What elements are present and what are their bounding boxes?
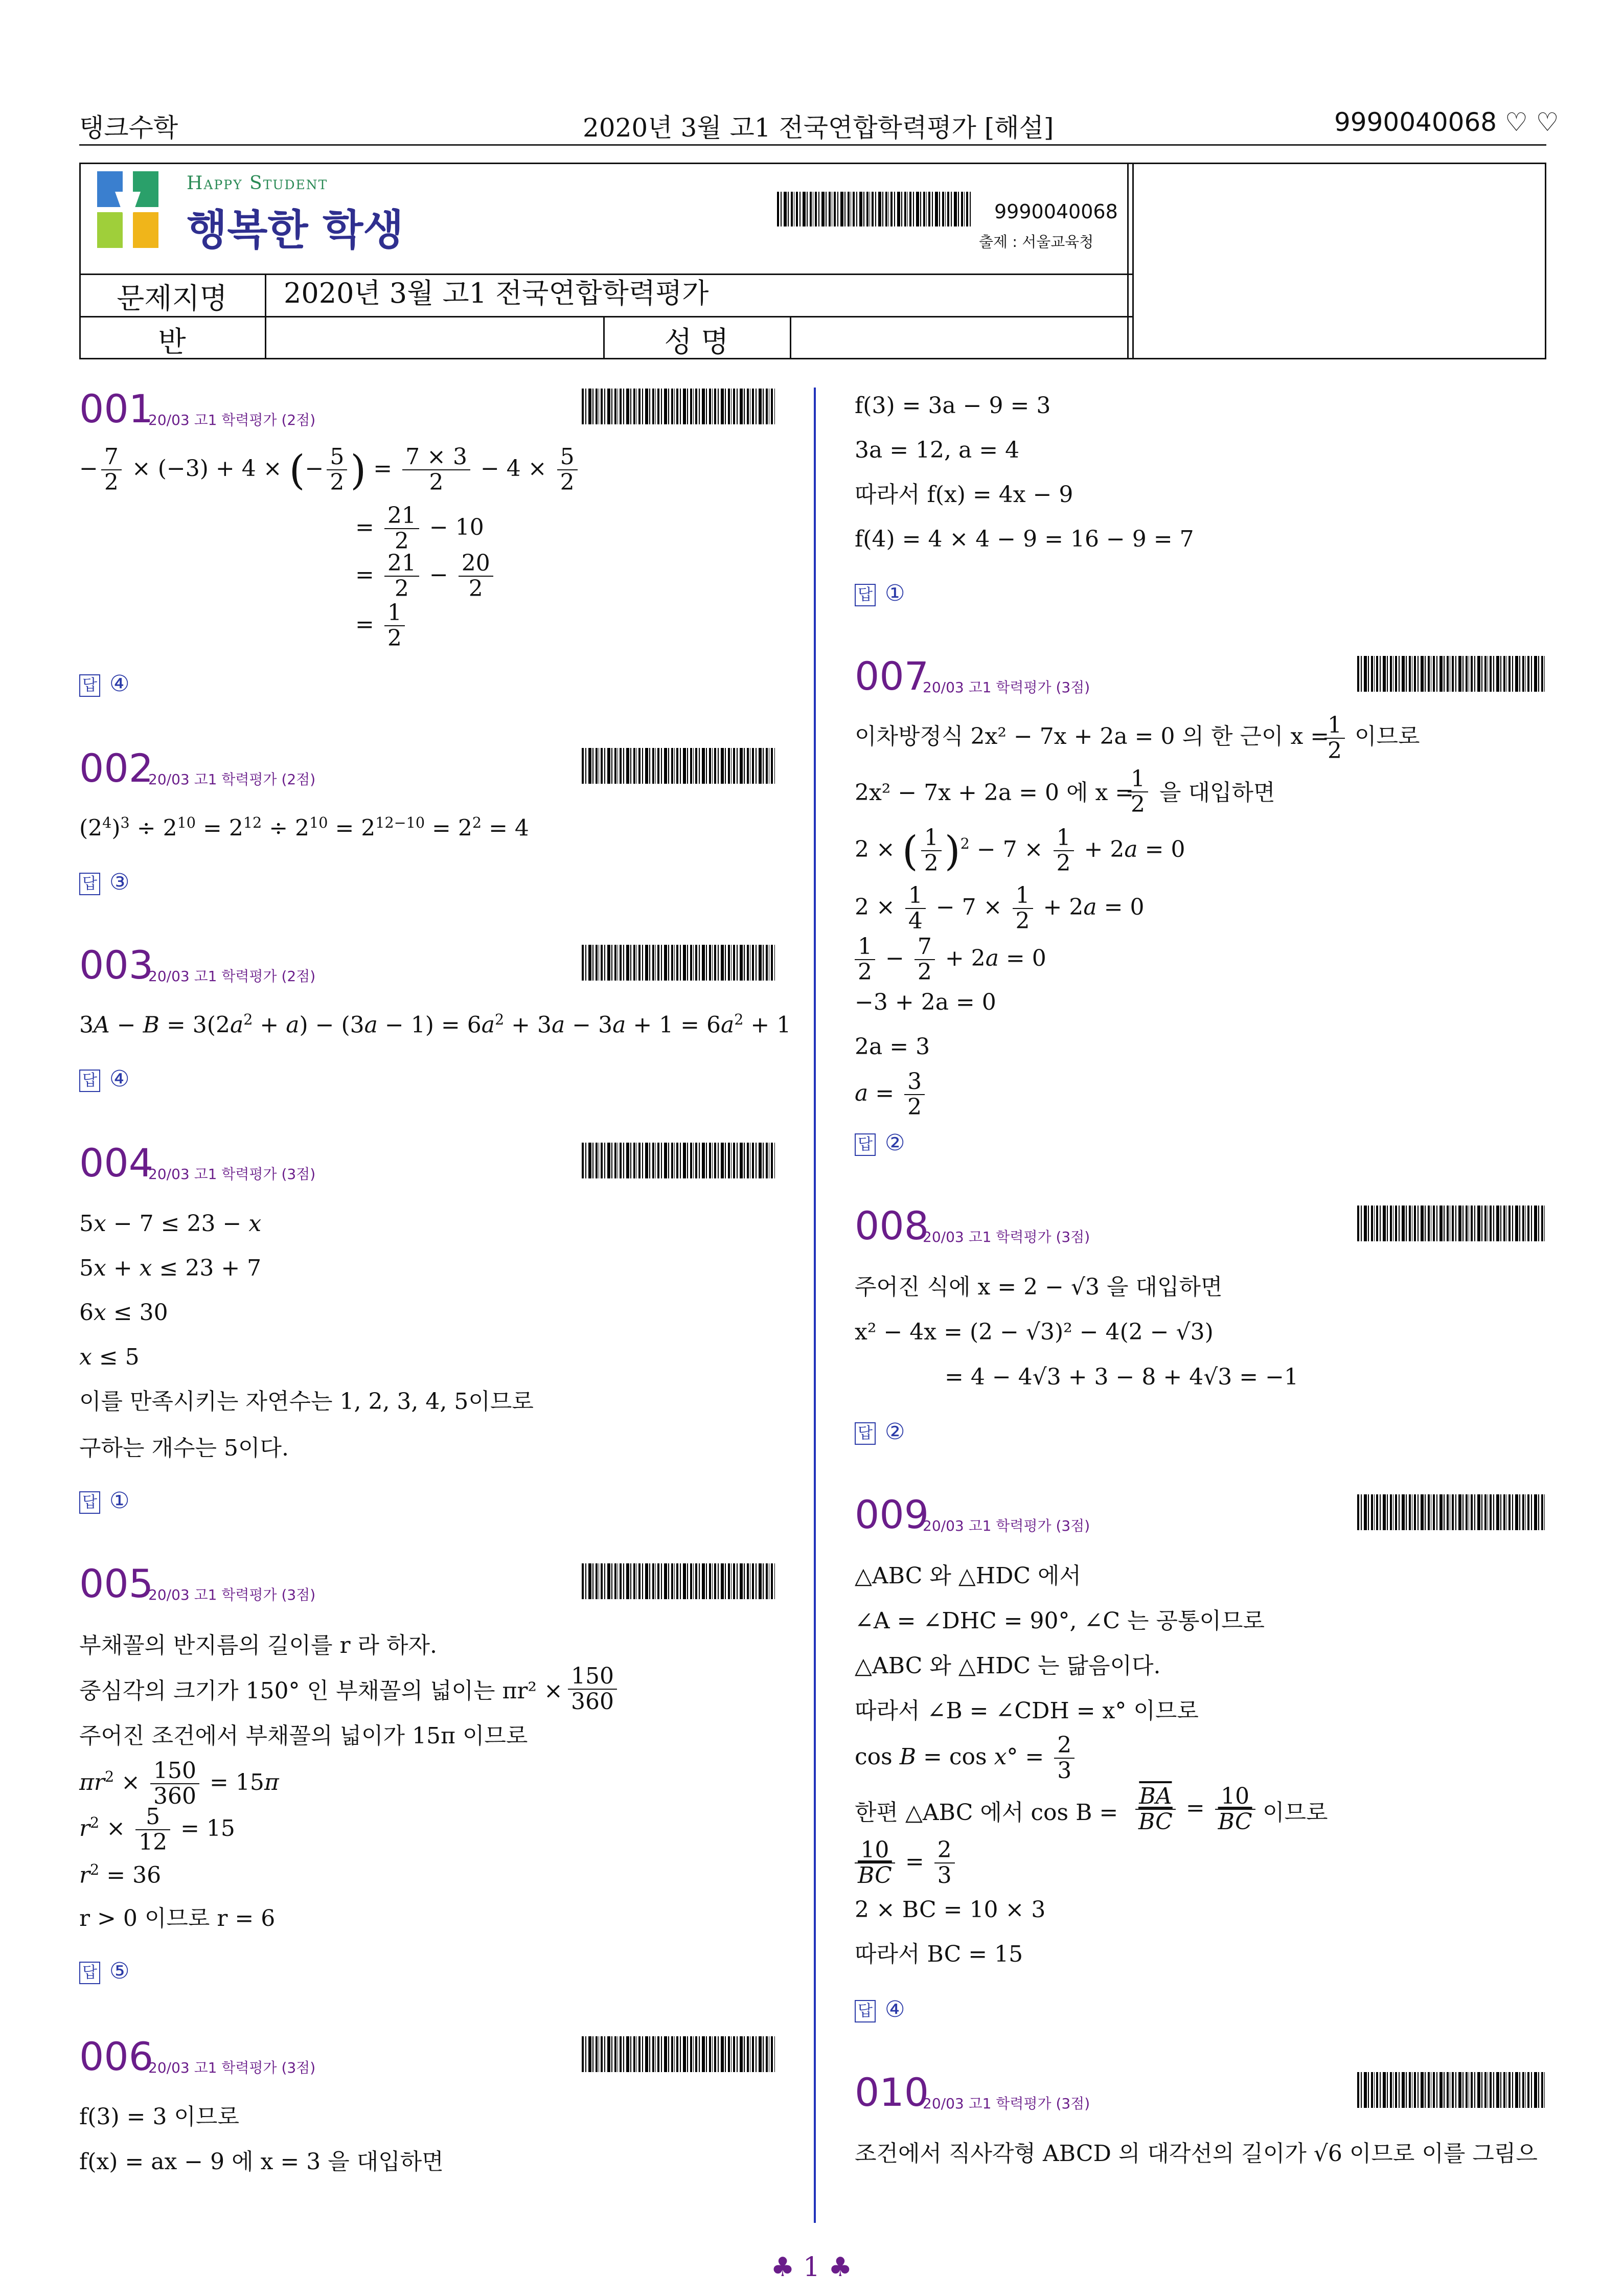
answer: 답 ① [855,580,905,606]
text-line: 2 × BC = 10 × 3 [855,1897,1046,1923]
answer: 답 ② [855,1419,905,1445]
problem-meta: 20/03 고1 학력평가 (3점) [148,2059,316,2076]
math-line: = $\frac{21}{2}$ − $\frac{20}{2}$ [355,551,496,602]
text-line: 이차방정식 2x² − 7x + 2a = 0 의 한 근이 x = [855,723,1330,749]
label-class: 반 [158,326,186,359]
text-line: 이므로 [1263,1800,1328,1826]
answer: 답 ④ [79,671,129,697]
logo-subtitle: Happy Student [187,173,328,194]
problem-number: 004 [79,1140,154,1186]
info-barcode [777,192,971,226]
problem-barcode [1357,1206,1546,1241]
text-line: 2a = 3 [855,1034,930,1060]
math-line: $\frac{10}{BC}$ = $\frac{2}{3}$ [855,1838,958,1889]
math-line: $\frac{150}{360}$ [565,1664,620,1715]
math-line: = $\frac{21}{2}$ − 10 [355,503,484,555]
info-col-1 [265,274,266,359]
text-line: 을 대입하면 [1159,780,1275,806]
logo-name: 행복한 학생 [187,206,404,255]
math-line: $\frac{1}{2}$ − $\frac{7}{2}$ + 2a = 0 [855,935,1046,985]
math-line: $\pi r^2$ × $\frac{150}{360}$ = 15π [79,1758,279,1810]
text-line: 중심각의 크기가 150° 인 부채꼴의 넓이는 πr² × [79,1678,563,1704]
text-line: 2x² − 7x + 2a = 0 에 x = [855,780,1134,806]
problem-number: 007 [855,653,929,699]
problem-meta: 20/03 고1 학력평가 (2점) [148,968,316,985]
text-line: 한편 △ABC 에서 cos B = [855,1800,1118,1826]
answer: 답 ② [855,1130,905,1156]
text-line: 구하는 개수는 5이다. [79,1435,289,1461]
answer: 답 ⑤ [79,1958,129,1984]
problem-barcode [582,1563,775,1599]
text-line: f(4) = 4 × 4 − 9 = 16 − 9 = 7 [855,526,1194,552]
math-line: $r^2 = 36$ [79,1861,162,1889]
problem-barcode [582,1143,775,1178]
text-line: △ABC 와 △HDC 에서 [855,1563,1082,1589]
text-line: 이를 만족시키는 자연수는 1, 2, 3, 4, 5이므로 [79,1389,534,1415]
problem-barcode [582,2036,775,2072]
math-line: 6x ≤ 30 [79,1300,168,1326]
header-left: 탱크수학 [79,113,178,143]
math-line: 2 × $\frac{1}{4}$ − 7 × $\frac{1}{2}$ + 2a = 0 [855,882,1145,935]
text-line: x² − 4x = (2 − √3)² − 4(2 − √3) [855,1319,1214,1345]
text-line: 부채꼴의 반지름의 길이를 r 라 하자. [79,1632,438,1658]
problem-number: 009 [855,1492,929,1537]
problem-number: 005 [79,1561,154,1606]
problem-meta: 20/03 고1 학력평가 (3점) [923,2095,1090,2112]
text-line: 주어진 식에 x = 2 − √3 을 대입하면 [855,1274,1223,1300]
info-col-4 [1127,163,1129,359]
text-line: = 4 − 4√3 + 3 − 8 + 4√3 = −1 [945,1364,1298,1390]
problem-number: 008 [855,1203,929,1248]
label-title: 문제지명 [117,282,227,315]
problem-number: 002 [79,745,154,791]
header-rule [79,144,1546,146]
math-line: 2 × ( $\frac{1}{2}$ )$^2$ − 7 × $\frac{1}{2}$ + 2a = 0 [855,825,1185,877]
problem-meta: 20/03 고1 학력평가 (3점) [923,679,1090,696]
math-line: = $\frac{1}{2}$ [355,601,408,651]
label-name: 성 명 [664,326,729,359]
math-line: − $\frac{7}{2}$ × (−3) + 4 × (− $\frac{5}{2}$ ) = $\frac{7 \times 3}{2}$ − 4 × $\frac{5}{2}$ [79,445,581,495]
problem-number: 003 [79,942,154,988]
math-line: $\frac{\overline{BA}}{BC}$ = $\frac{10}{BC}$ [1132,1784,1259,1835]
math-line: $\frac{1}{2}$ [1125,767,1151,817]
text-line: 주어진 조건에서 부채꼴의 넓이가 15π 이므로 [79,1723,528,1749]
problem-number: 006 [79,2034,154,2079]
text-line: f(x) = ax − 9 에 x = 3 을 대입하면 [79,2149,444,2175]
info-rule-1 [79,274,1132,275]
problem-barcode [582,945,775,981]
problem-meta: 20/03 고1 학력평가 (2점) [148,771,316,788]
problem-barcode [1357,2072,1546,2108]
info-col-3 [790,316,791,359]
text-line: −3 + 2a = 0 [855,989,996,1015]
text-line: f(3) = 3a − 9 = 3 [855,393,1051,419]
page-footer: ♣ 1 ♣ [770,2252,853,2283]
math-line: $(2^4)^3 \div 2^{10} = 2^{12} \div 2^{10} = 2^{12-10} = 2^2 = 4$ [79,814,529,842]
text-line: f(3) = 3 이므로 [79,2104,239,2130]
title-value: 2020년 3월 고1 전국연합학력평가 [284,277,709,309]
text-line: 따라서 ∠B = ∠CDH = x° 이므로 [855,1698,1199,1724]
text-line: r > 0 이므로 r = 6 [79,1905,276,1931]
problem-barcode [582,389,775,424]
info-code: 9990040068 [994,200,1118,223]
math-line: $\frac{1}{2}$ [1321,713,1348,764]
math-line: cos B = cos x° = $\frac{2}{3}$ [855,1733,1078,1784]
answer: 답 ③ [79,869,129,895]
text-line: ∠A = ∠DHC = 90°, ∠C 는 공통이므로 [855,1608,1265,1634]
problem-barcode [582,748,775,784]
header-center: 2020년 3월 고1 전국연합학력평가 [해설] [583,113,1054,143]
problem-meta: 20/03 고1 학력평가 (3점) [148,1586,316,1603]
text-line: △ABC 와 △HDC 는 닮음이다. [855,1653,1161,1679]
text-line: 3a = 12, a = 4 [855,437,1020,463]
problem-barcode [1357,656,1546,692]
text-line: 조건에서 직사각형 ABCD 의 대각선의 길이가 √6 이므로 이를 그림으 [855,2141,1538,2167]
answer: 답 ④ [855,1996,905,2022]
text-line: 이므로 [1355,723,1420,749]
math-line: $r^2$ × $\frac{5}{12}$ = 15 [79,1804,235,1856]
info-issuer: 출제 : 서울교육청 [979,233,1094,251]
problem-number: 010 [855,2070,929,2115]
text-line: 따라서 f(x) = 4x − 9 [855,482,1073,508]
answer: 답 ④ [79,1066,129,1092]
problem-meta: 20/03 고1 학력평가 (3점) [923,1229,1090,1245]
math-line: 5x + x ≤ 23 + 7 [79,1255,262,1281]
math-line: 5x − 7 ≤ 23 − x [79,1211,262,1237]
info-col-5 [1132,163,1134,359]
problem-number: 001 [79,386,154,431]
math-line: x ≤ 5 [79,1344,140,1370]
column-divider [814,388,816,2223]
problem-meta: 20/03 고1 학력평가 (2점) [148,412,316,428]
math-line: $3A - B = 3(2a^2 + a) - (3a - 1) = 6a^2 + 3a - 3a + 1 = 6a^2 + 1$ [79,1011,791,1038]
math-line: a = $\frac{3}{2}$ [855,1070,928,1120]
problem-meta: 20/03 고1 학력평가 (3점) [148,1166,316,1183]
answer: 답 ① [79,1488,129,1514]
logo-icon [97,171,158,248]
text-line: 따라서 BC = 15 [855,1941,1023,1967]
problem-barcode [1357,1494,1546,1530]
problem-meta: 20/03 고1 학력평가 (3점) [923,1517,1090,1534]
header-right: 9990040068 ♡ ♡ [1334,107,1559,137]
